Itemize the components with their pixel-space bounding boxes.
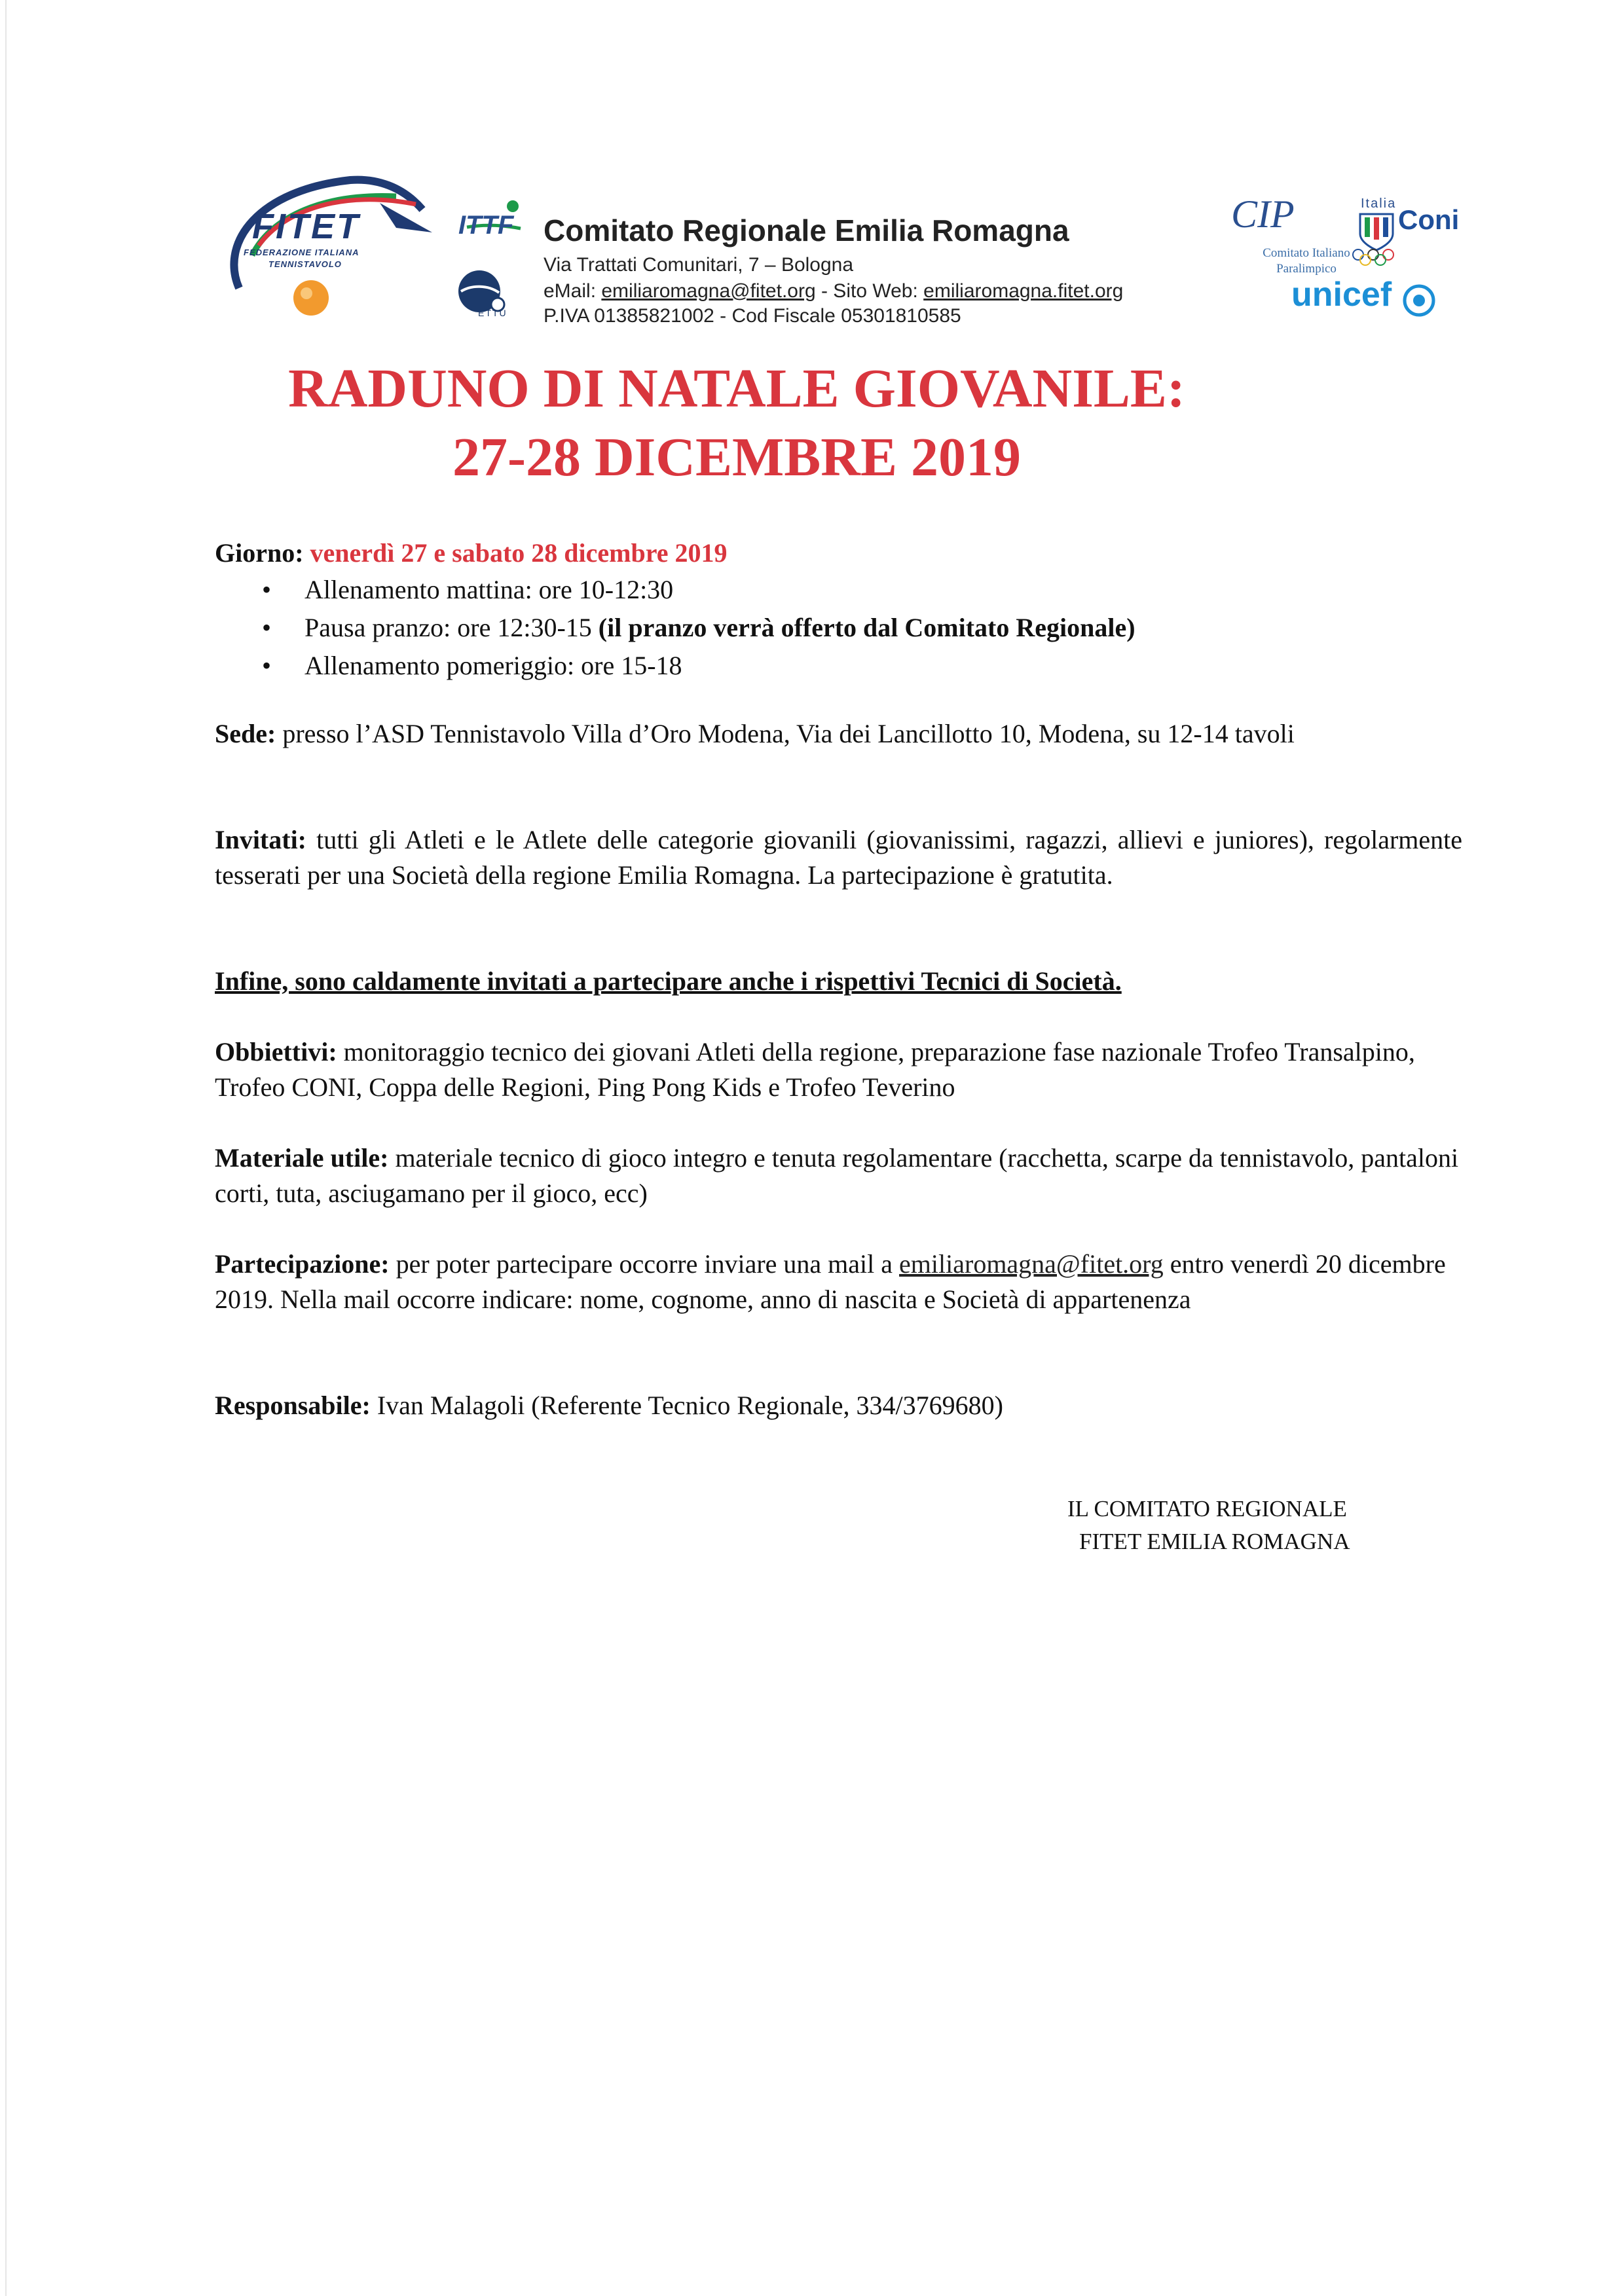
infine-note bbox=[215, 964, 1462, 999]
header-fiscal: P.IVA 01385821002 - Cod Fiscale 05301810585 bbox=[544, 305, 961, 327]
cip-logo-subtitle: Comitato Italiano bbox=[1263, 246, 1350, 260]
website-label: - Sito Web: bbox=[821, 280, 918, 302]
materiale-paragraph bbox=[215, 1140, 1462, 1211]
header-website-link[interactable]: emiliaromagna.fitet.org bbox=[923, 280, 1124, 302]
lunch-note: (il pranzo verrà offerto dal Comitato Regionale) bbox=[598, 613, 1135, 642]
coni-logo-text: Coni bbox=[1398, 204, 1460, 235]
giorno-line bbox=[215, 536, 1462, 571]
invitati-text: tutti gli Atleti e le Atlete delle categorie giovanili (giovanissimi, ragazzi, allievi e juniores), regolarmente tesserati per una Società della regione Emilia Romagna. La partecipazione è gratutita. bbox=[215, 825, 1463, 890]
giorno-label: Giorno: bbox=[215, 538, 304, 568]
sede-text: presso l’ASD Tennistavolo Villa d’Oro Modena, Via dei Lancillotto 10, Modena, su 12-14 tavoli bbox=[282, 719, 1295, 748]
coni-shield-icon bbox=[1357, 211, 1396, 251]
email-label: eMail: bbox=[544, 280, 597, 302]
obbiettivi-text: monitoraggio tecnico dei giovani Atleti della regione, preparazione fase nazionale Trofeo Transalpino, Trofeo CONI, Coppa delle Regioni, Ping Pong Kids e Trofeo Teverino bbox=[215, 1037, 1415, 1102]
header-title: Comitato Regionale Emilia Romagna bbox=[544, 213, 1069, 247]
list-item: • Pausa pranzo: ore 12:30-15 (il pranzo verrà offerto dal Comitato Regionale) bbox=[262, 609, 1135, 647]
header-address: Via Trattati Comunitari, 7 – Bologna bbox=[544, 254, 854, 276]
italia-text: Italia bbox=[1361, 196, 1397, 211]
schedule-list bbox=[262, 571, 1135, 685]
unicef-logo-text: unicef bbox=[1291, 276, 1392, 314]
partecipazione-text-after: entro venerdì 20 dicembre 2019. Nella mail occorre indicare: nome, cognome, anno di nascita e Società di appartenenza bbox=[215, 1249, 1446, 1314]
header-email-link[interactable]: emiliaromagna@fitet.org bbox=[601, 280, 816, 302]
olympic-rings-icon bbox=[1350, 247, 1396, 267]
responsabile-text: Ivan Malagoli (Referente Tecnico Regionale, 334/3769680) bbox=[377, 1391, 1003, 1420]
signature-line: FITET EMILIA ROMAGNA bbox=[1079, 1529, 1350, 1554]
page-title: RADUNO DI NATALE GIOVANILE: bbox=[288, 358, 1185, 419]
invitati-label: Invitati: bbox=[215, 825, 306, 854]
infine-text: Infine, sono caldamente invitati a partecipare anche i rispettivi Tecnici di Società. bbox=[215, 966, 1122, 996]
list-item: • Allenamento mattina: ore 10-12:30 bbox=[262, 571, 1135, 609]
unicef-globe-icon bbox=[1401, 283, 1437, 318]
list-item: • Allenamento pomeriggio: ore 15-18 bbox=[262, 647, 1135, 685]
ettu-logo-text: ETTU bbox=[478, 308, 507, 318]
fitet-logo-subtitle: TENNISTAVOLO bbox=[268, 259, 342, 269]
obbiettivi-paragraph bbox=[215, 1034, 1462, 1105]
giorno-value: venerdì 27 e sabato 28 dicembre 2019 bbox=[310, 538, 728, 568]
responsabile-label: Responsabile: bbox=[215, 1391, 371, 1420]
materiale-text: materiale tecnico di gioco integro e tenuta regolamentare (racchetta, scarpe da tennistavolo, pantaloni corti, tuta, asciugamano per il gioco, ecc) bbox=[215, 1143, 1459, 1208]
fitet-logo-text: FITET bbox=[252, 207, 360, 246]
signature-line: IL COMITATO REGIONALE bbox=[1067, 1496, 1347, 1522]
header-contacts bbox=[544, 280, 1123, 302]
ittf-logo-text: ITTF bbox=[458, 211, 514, 240]
cip-logo-text: CIP bbox=[1231, 192, 1295, 236]
page-subtitle-date: 27-28 DICEMBRE 2019 bbox=[452, 427, 1021, 488]
fitet-logo-subtitle: FEDERAZIONE ITALIANA bbox=[244, 247, 360, 257]
cip-logo-subtitle: Paralimpico bbox=[1276, 262, 1337, 276]
responsabile-paragraph bbox=[215, 1388, 1462, 1423]
obbiettivi-label: Obbiettivi: bbox=[215, 1037, 337, 1066]
partecipazione-email-link[interactable]: emiliaromagna@fitet.org bbox=[899, 1249, 1164, 1279]
materiale-label: Materiale utile: bbox=[215, 1143, 389, 1173]
partecipazione-paragraph bbox=[215, 1247, 1462, 1317]
invitati-paragraph bbox=[215, 822, 1462, 893]
partecipazione-label: Partecipazione: bbox=[215, 1249, 390, 1279]
sede-paragraph bbox=[215, 716, 1462, 752]
page-edge bbox=[5, 0, 7, 2296]
partecipazione-text: per poter partecipare occorre inviare una mail a bbox=[396, 1249, 893, 1279]
sede-label: Sede: bbox=[215, 719, 276, 748]
